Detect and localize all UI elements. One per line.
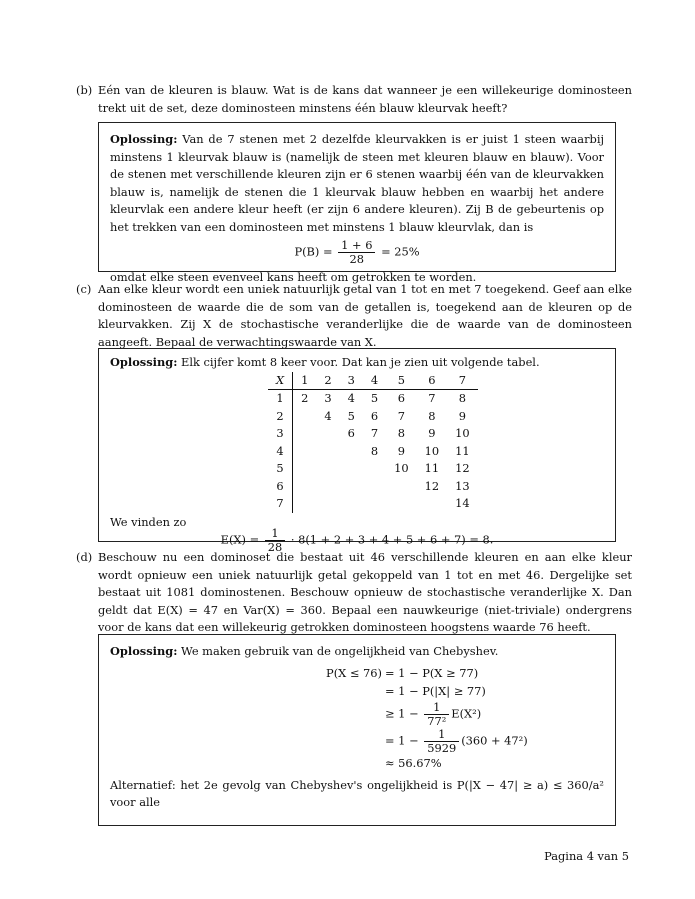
derivation-line: [270, 755, 604, 773]
table-header-cell: 4: [363, 372, 386, 390]
eq-rhs: · 8(1 + 2 + 3 + 4 + 5 + 6 + 7) = 8.: [290, 532, 494, 547]
table-cell: 4: [324, 408, 332, 423]
table-row: [268, 408, 478, 426]
derivation-rhs: = 1 − P(|X| ≥ 77): [385, 683, 486, 698]
table-cell: [316, 495, 339, 513]
page-number: Pagina 4 van 5: [544, 849, 629, 863]
table-header-cell: 1: [293, 372, 317, 390]
table-cell: [340, 443, 363, 461]
numerator: 1: [265, 527, 286, 541]
derivation-rhs: = 1 − P(X ≥ 77): [385, 665, 479, 680]
fraction: $\frac{1}{\text{77²}}$: [424, 701, 449, 728]
table-cell: [363, 495, 386, 513]
table-cell: [340, 495, 363, 513]
solution-box-d: [98, 634, 616, 826]
question-label: (d): [76, 550, 93, 564]
table-cell: 13: [455, 478, 470, 493]
question-d: [76, 549, 632, 637]
solution-text-end: omdat elke steen evenveel kans heeft om getrokken te worden.: [110, 270, 477, 284]
sum-table: [268, 372, 478, 513]
numerator: 1 + 6: [338, 239, 375, 253]
table-cell: 11: [424, 461, 440, 475]
solution-box-c: [98, 348, 616, 554]
table-header-cell: 7: [447, 372, 478, 390]
table-row-header: 2: [268, 408, 293, 426]
table-cell: 14: [455, 496, 470, 510]
table-row: [268, 390, 478, 408]
eq-lhs: E(X) =: [220, 532, 260, 547]
table-header-cell: 6: [417, 372, 448, 390]
table-cell: [293, 425, 317, 443]
table-cell: 7: [397, 408, 405, 423]
eq-lhs: P(B) =: [294, 244, 333, 259]
derivation-rhs: ≥ 1 − $\frac{1}{\text{77²}}$ E(X²): [385, 699, 482, 728]
table-cell: 9: [428, 426, 436, 440]
table-cell: [316, 478, 339, 496]
table-row-header: 5: [268, 460, 293, 478]
fraction: [338, 239, 375, 266]
table-cell: 8: [370, 443, 379, 458]
fraction: $\frac{1}{5929}$: [424, 728, 459, 755]
table-cell: 10: [424, 443, 440, 458]
table-cell: [316, 425, 339, 443]
table-cell: 6: [397, 391, 405, 405]
table-header-cell: 2: [316, 372, 339, 390]
question-text: Aan elke kleur wordt een uniek natuurlijk getal van 1 tot en met 7 toegekend. Geef aan elke dominosteen de waarde die de som van de getallen is, toegekend aan de kleuren op de kleurvakken. Zij X de stochastische veranderlijke die de waarde van de dominosteen aangeeft. Bepaal de verwachtingswaarde van X.: [98, 282, 632, 349]
table-cell: [293, 478, 317, 496]
table-cell: 9: [458, 408, 466, 423]
table-cell: [293, 495, 317, 513]
table-cell: 5: [347, 408, 355, 423]
table-cell: [386, 495, 417, 513]
denominator: 28: [349, 252, 365, 266]
table-row: [268, 478, 478, 496]
solution-label: Oplossing:: [110, 132, 178, 146]
table-cell: 10: [455, 426, 470, 440]
solution-label: Oplossing:: [110, 355, 178, 369]
table-cell: 12: [424, 478, 440, 493]
table-cell: [417, 495, 448, 513]
table-cell: 7: [428, 391, 436, 405]
question-label: (b): [76, 83, 93, 97]
table-cell: [363, 460, 386, 478]
table-cell: [363, 478, 386, 496]
table-row: [268, 425, 478, 443]
table-cell: 7: [370, 426, 379, 440]
table-cell: 8: [458, 391, 466, 405]
table-row-header: 1: [268, 390, 293, 408]
table-cell: [293, 443, 317, 461]
derivation-line: [270, 701, 604, 728]
table-corner: X: [268, 372, 293, 390]
derivation-lhs: P(X ≤ 76): [326, 665, 382, 680]
table-row-header: 3: [268, 425, 293, 443]
solution-label: Oplossing:: [110, 644, 178, 658]
table-cell: 11: [455, 443, 470, 458]
table-cell: 6: [370, 408, 379, 423]
solution-paragraph: [110, 354, 604, 372]
solution-text: We maken gebruik van de ongelijkheid van Chebyshev.: [181, 644, 499, 658]
solution-text: Van de 7 stenen met 2 dezelfde kleurvakken is er juist 1 steen waarbij minstens 1 kleurvak blauw is (namelijk de steen met kleuren blauw en blauw). Voor de stenen met verschillende kleuren zijn er 6 stenen waarbij één van de kleurvakken blauw is, namelijk de stenen die 1 kleurvak blauw hebben en waarbij het andere kleurvlak een andere kleur heeft (er zijn 6 andere kleuren). Zij B de gebeurtenis op het trekken van een dominosteen met minstens 1 blauw kleurvlak, dan is: [110, 132, 605, 234]
derivation-line: [270, 665, 604, 683]
question-c: [76, 281, 632, 351]
eq-rhs: = 25%: [381, 244, 420, 259]
table-row-header: 4: [268, 443, 293, 461]
table-cell: 10: [394, 461, 409, 475]
denominator: 28: [267, 540, 283, 554]
solution-alternative: Alternatief: het 2e gevolg van Chebyshev's ongelijkheid is P(|X − 47| ≥ a) ≤ 360/a² voor alle: [110, 777, 604, 809]
question-b: [76, 82, 632, 117]
table-cell: 4: [347, 391, 355, 405]
table-cell: 9: [397, 443, 405, 458]
derivation-line: [270, 728, 604, 755]
derivation-line: [270, 683, 604, 701]
chebyshev-derivation: [270, 665, 604, 773]
question-text: Eén van de kleuren is blauw. Wat is de kans dat wanneer je een willekeurige dominosteen trekt uit de set, deze dominosteen minstens één blauw kleurvak heeft?: [98, 83, 632, 115]
table-cell: 5: [370, 391, 379, 405]
table-cell: 2: [301, 391, 309, 405]
table-row-header: 6: [268, 478, 293, 496]
table-cell: [316, 443, 339, 461]
question-text: Beschouw nu een dominoset die bestaat uit 46 verschillende kleuren en aan elke kleur wordt opnieuw een uniek natuurlijk getal gekoppeld van 1 tot en met 46. Dergelijke set bestaat uit 1081 dominostenen. Beschouw opnieuw de stochastische veranderlijke X. Dan geldt dat E(X) = 47 en Var(X) = 360. Bepaal een nauwkeurige (niet-triviale) ondergrens voor de kans dat een willekeurig getrokken dominosteen hoogstens waarde 76 heeft.: [98, 550, 632, 634]
table-cell: 8: [428, 408, 436, 423]
question-label: (c): [76, 282, 92, 296]
table-cell: [340, 460, 363, 478]
table-row: [268, 495, 478, 513]
equation-pb: [110, 239, 604, 266]
table-header-cell: 3: [340, 372, 363, 390]
derivation-rhs: ≈ 56.67%: [385, 755, 442, 770]
table-cell: 6: [347, 426, 355, 440]
solution-text: Elk cijfer komt 8 keer voor. Dat kan je zien uit volgende tabel.: [181, 355, 540, 369]
table-row: [268, 443, 478, 461]
table-cell: [316, 460, 339, 478]
table-cell: 8: [397, 426, 405, 440]
table-cell: [386, 478, 417, 496]
derivation-rhs: = 1 − $\frac{1}{5929}$ (360 + 47²): [385, 726, 528, 755]
table-cell: 3: [324, 391, 332, 405]
solution-paragraph: [110, 131, 604, 236]
solution-box-b: [98, 122, 616, 284]
table-row-header: 7: [268, 495, 293, 513]
table-cell: [340, 478, 363, 496]
table-header-cell: 5: [386, 372, 417, 390]
table-row: [268, 460, 478, 478]
table-cell: [293, 460, 317, 478]
solution-text-2: We vinden zo: [110, 514, 187, 529]
solution-paragraph: [110, 643, 604, 661]
table-cell: [293, 408, 317, 426]
table-cell: 12: [455, 461, 470, 475]
